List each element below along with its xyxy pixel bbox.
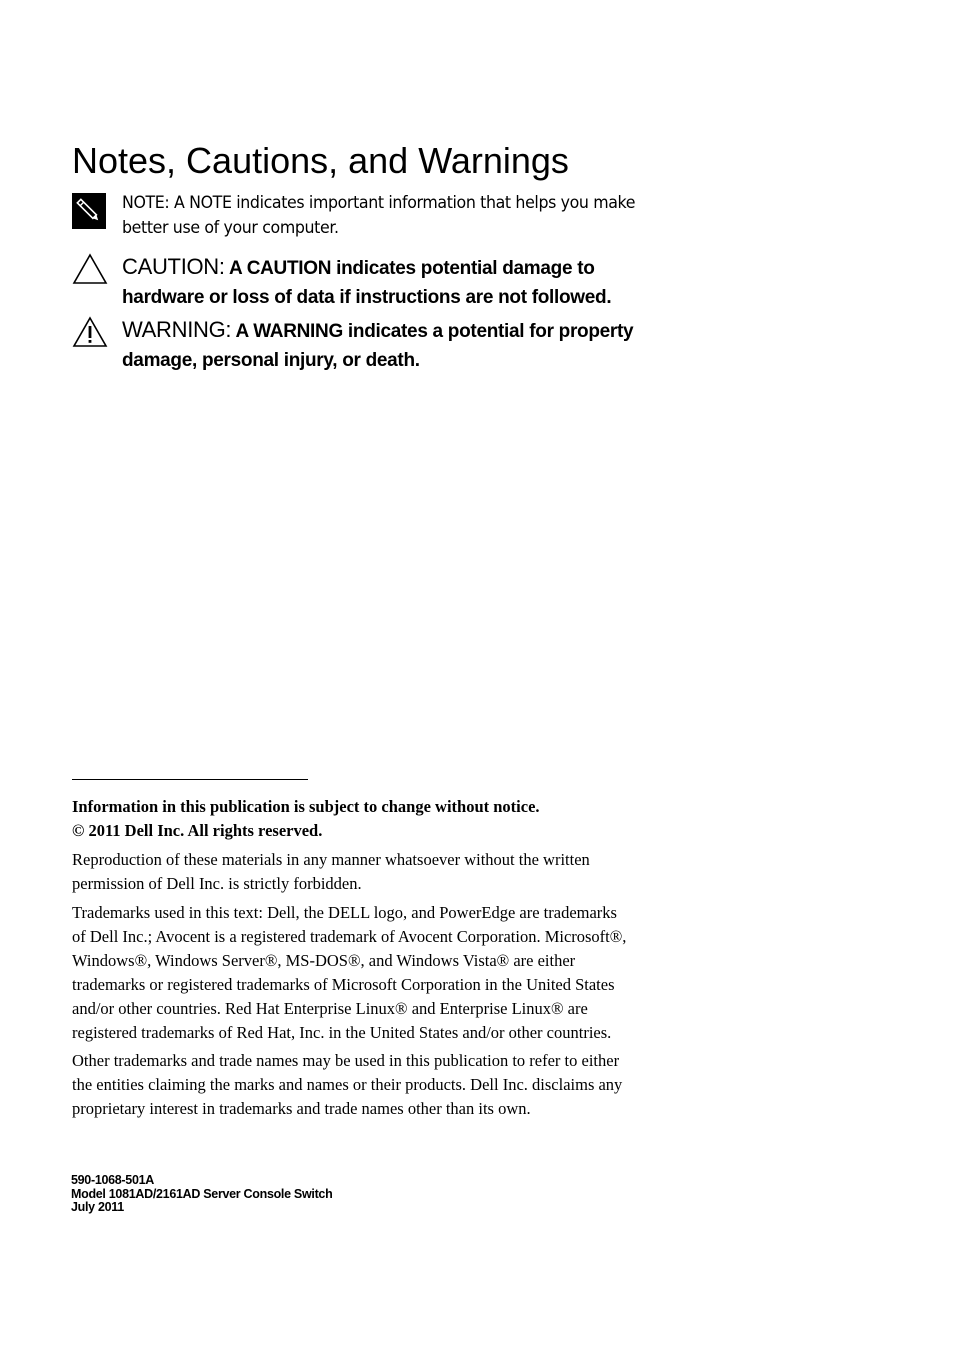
page-title: Notes, Cautions, and Warnings [72,140,569,181]
other-trademarks-paragraph [72,1049,712,1121]
trademarks-line-1: Trademarks used in this text: Dell, the DELL logo, and PowerEdge are trademarks [72,903,617,922]
trademarks-line-2: of Dell Inc.; Avocent is a registered trademark of Avocent Corporation. Microsoft®, [72,927,627,946]
warning-text [122,315,722,375]
model-name: Model 1081AD/2161AD Server Console Switch [71,1186,333,1201]
reproduction-line-1: Reproduction of these materials in any manner whatsoever without the written [72,850,590,869]
caution-label: CAUTION: [122,254,225,279]
note-line-1: A NOTE indicates important information that helps you make [174,193,636,213]
footnote-separator [72,779,308,780]
warning-line-2: damage, personal injury, or death. [122,350,420,371]
change-notice-line: Information in this publication is subject to change without notice. [72,797,540,816]
warning-label: WARNING: [122,317,232,342]
pencil-note-icon [72,191,106,234]
reproduction-line-2: permission of Dell Inc. is strictly forbidden. [72,874,362,893]
other-trademarks-line-3: proprietary interest in trademarks and trade names other than its own. [72,1099,531,1118]
document-footer [71,1174,332,1215]
caution-line-1: A CAUTION indicates potential damage to [229,258,595,279]
caution-line-2: hardware or loss of data if instructions are not followed. [122,287,612,308]
note-label: NOTE: [122,193,170,213]
part-number: 590-1068-501A [71,1173,154,1187]
note-line-2: better use of your computer. [122,218,339,238]
trademarks-line-6: registered trademarks of Red Hat, Inc. in the United States and/or other countries. [72,1023,612,1042]
warning-exclamation-triangle-icon [72,315,108,354]
notice-statement [72,795,712,843]
caution-text [122,252,722,312]
trademarks-line-3: Windows®, Windows Server®, MS-DOS®, and Windows Vista® are either [72,951,576,970]
trademarks-paragraph [72,901,712,1045]
reproduction-paragraph [72,848,712,896]
trademarks-line-4: trademarks or registered trademarks of Microsoft Corporation in the United States [72,975,615,994]
caution-triangle-icon [72,252,108,291]
copyright-line: © 2011 Dell Inc. All rights reserved. [72,821,323,840]
warning-notice [72,315,712,375]
caution-notice [72,252,712,312]
warning-line-1: A WARNING indicates a potential for property [235,321,634,342]
note-notice [72,191,712,241]
other-trademarks-line-1: Other trademarks and trade names may be used in this publication to refer to either [72,1051,620,1070]
publication-date: July 2011 [71,1200,124,1214]
trademarks-line-5: and/or other countries. Red Hat Enterprise Linux® and Enterprise Linux® are [72,999,588,1018]
other-trademarks-line-2: the entities claiming the marks and names or their products. Dell Inc. disclaims any [72,1075,623,1094]
note-text [122,191,717,241]
